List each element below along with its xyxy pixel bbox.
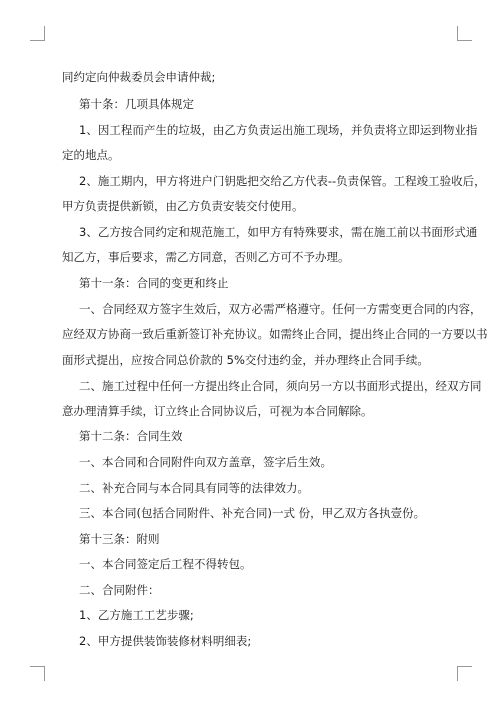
section-heading: 第十二条：合同生效 xyxy=(79,429,183,443)
text-line: 三、本合同(包括合同附件、补充合同)一式 份，甲乙双方各执壹份。 xyxy=(79,506,426,520)
section-heading: 第十一条：合同的变更和终止 xyxy=(79,276,229,290)
text-line: 二、合同附件： xyxy=(79,583,160,597)
text-line: 甲方负责提供新锁，由乙方负责安装交付使用。 xyxy=(62,199,304,213)
corner-mark-bottom-left xyxy=(30,666,45,681)
text-line: 二、补充合同与本合同具有同等的法律效力。 xyxy=(79,481,309,495)
text-line: 意办理清算手续，订立终止合同协议后，可视为本合同解除。 xyxy=(62,404,373,418)
text-line: 同约定向仲裁委员会申请仲裁; xyxy=(62,70,216,84)
text-line: 2、甲方提供装饰装修材料明细表; xyxy=(79,634,252,648)
text-line: 应经双方协商一致后重新签订补充协议。如需终止合同，提出终止合同的一方要以书 xyxy=(62,327,488,341)
text-line: 3、乙方按合同约定和规范施工，如甲方有特殊要求，需在施工前以书面形式通 xyxy=(79,225,478,239)
text-line: 一、本合同签定后工程不得转包。 xyxy=(79,557,252,571)
text-line: 面形式提出，应按合同总价款的 5%交付违约金，并办理终止合同手续。 xyxy=(62,353,429,367)
text-line: 2、施工期内，甲方将进户门钥匙把交给乙方代表--负责保管。工程竣工验收后， xyxy=(79,174,486,188)
corner-mark-top-right xyxy=(457,26,472,41)
section-heading: 第十条：几项具体规定 xyxy=(79,97,194,111)
section-heading: 第十三条：附则 xyxy=(79,532,160,546)
text-line: 一、本合同和合同附件向双方盖章，签字后生效。 xyxy=(79,455,332,469)
text-line: 一、合同经双方签字生效后，双方必需严格遵守。任何一方需变更合同的内容， xyxy=(79,302,482,316)
text-line: 知乙方，事后要求，需乙方同意，否则乙方可不予办理。 xyxy=(62,250,350,264)
text-line: 1、因工程而产生的垃圾，由乙方负责运出施工现场，并负责将立即运到物业指 xyxy=(79,123,478,137)
text-line: 定的地点。 xyxy=(62,148,120,162)
corner-mark-top-left xyxy=(30,26,45,41)
text-line: 二、施工过程中任何一方提出终止合同，须向另一方以书面形式提出，经双方同 xyxy=(79,379,482,393)
text-line: 1、乙方施工工艺步骤; xyxy=(79,608,194,622)
corner-mark-bottom-right xyxy=(457,666,472,681)
